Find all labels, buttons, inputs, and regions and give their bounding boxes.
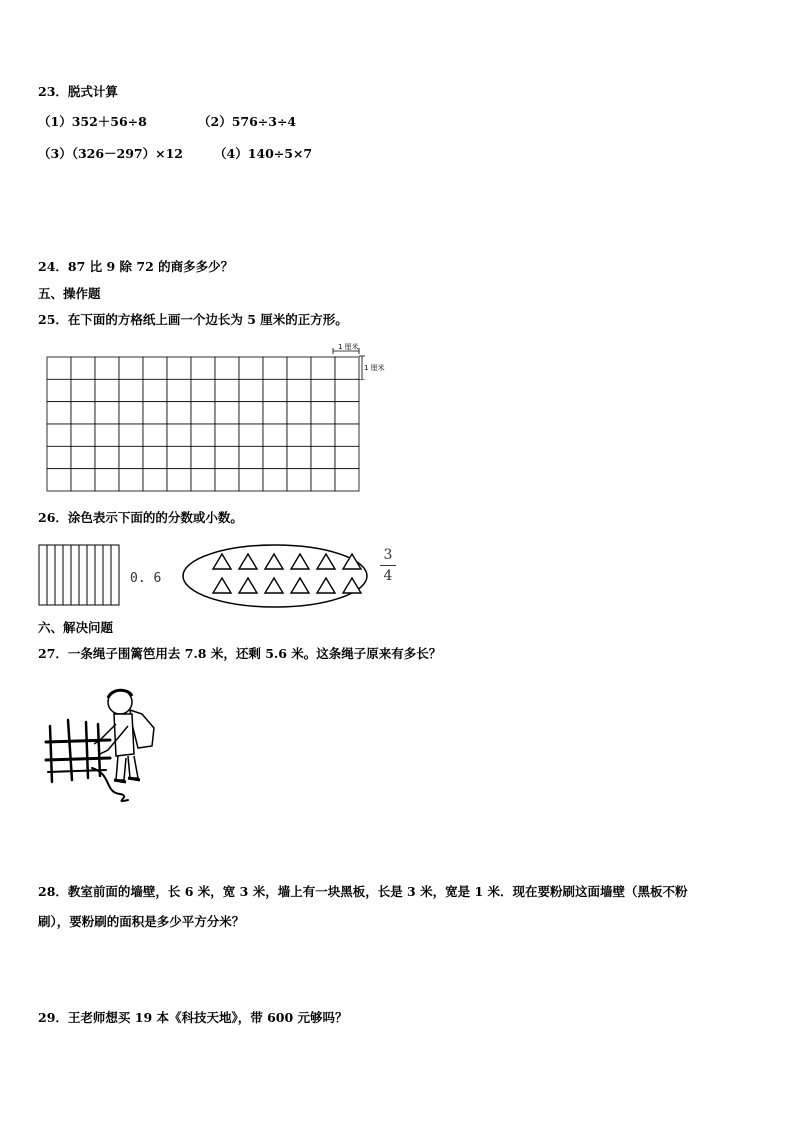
grid-cell[interactable] bbox=[143, 424, 167, 446]
grid-cell[interactable] bbox=[215, 357, 239, 379]
grid-cell[interactable] bbox=[71, 357, 95, 379]
grid-cell[interactable] bbox=[47, 357, 71, 379]
grid-cell[interactable] bbox=[191, 402, 215, 424]
set-ellipse bbox=[183, 545, 367, 607]
grid-cell[interactable] bbox=[47, 379, 71, 401]
grid-cell[interactable] bbox=[215, 446, 239, 468]
grid-cell[interactable] bbox=[239, 402, 263, 424]
q24-text: 24．87 比 9 除 72 的商多多少？ bbox=[38, 259, 234, 274]
grid-cell[interactable] bbox=[167, 446, 191, 468]
bar-segment[interactable] bbox=[55, 545, 63, 605]
bar-segment[interactable] bbox=[79, 545, 87, 605]
grid-cell[interactable] bbox=[71, 469, 95, 491]
q25-text: 25．在下面的方格纸上画一个边长为 5 厘米的正方形。 bbox=[38, 312, 348, 327]
grid-cell[interactable] bbox=[311, 424, 335, 446]
grid-cell[interactable] bbox=[191, 446, 215, 468]
grid-cell[interactable] bbox=[95, 379, 119, 401]
grid-cell[interactable] bbox=[71, 402, 95, 424]
decimal-label: 0. 6 bbox=[130, 571, 162, 586]
grid-cell[interactable] bbox=[95, 402, 119, 424]
grid-cell[interactable] bbox=[335, 402, 359, 424]
bar-segment[interactable] bbox=[39, 545, 47, 605]
grid-cell[interactable] bbox=[167, 424, 191, 446]
grid-cell[interactable] bbox=[143, 357, 167, 379]
triangle[interactable] bbox=[213, 578, 231, 593]
grid-cell[interactable] bbox=[263, 357, 287, 379]
triangle[interactable] bbox=[213, 554, 231, 569]
grid-cell[interactable] bbox=[119, 469, 143, 491]
unit-label-horizontal: 1 厘米 bbox=[338, 343, 359, 351]
boy-fence-illustration bbox=[42, 684, 162, 806]
bar-segment[interactable] bbox=[63, 545, 71, 605]
bar-segment[interactable] bbox=[103, 545, 111, 605]
grid-cell[interactable] bbox=[167, 469, 191, 491]
section-5-title: 五、操作题 bbox=[38, 286, 101, 301]
grid-paper[interactable] bbox=[46, 356, 360, 492]
q28-line-1: 28．教室前面的墙壁，长 6 米，宽 3 米，墙上有一块黑板，长是 3 米，宽是 1 米．现在要粉刷这面墙壁（黑板不粉 bbox=[38, 884, 688, 899]
section-6-title: 六、解决问题 bbox=[38, 620, 114, 635]
grid-cell[interactable] bbox=[335, 446, 359, 468]
grid-cell[interactable] bbox=[167, 402, 191, 424]
grid-cell[interactable] bbox=[215, 402, 239, 424]
grid-cell[interactable] bbox=[119, 446, 143, 468]
q23-item-4: （4）140÷5×7 bbox=[214, 146, 313, 161]
grid-cell[interactable] bbox=[335, 379, 359, 401]
grid-cell[interactable] bbox=[287, 379, 311, 401]
decimal-bar-model[interactable] bbox=[38, 544, 120, 606]
grid-cell[interactable] bbox=[287, 357, 311, 379]
q23-item-2: （2）576÷3÷4 bbox=[198, 114, 297, 129]
q29-text: 29．王老师想买 19 本《科技天地》，带 600 元够吗？ bbox=[38, 1010, 348, 1025]
triangle-set[interactable] bbox=[180, 542, 370, 610]
grid-cell[interactable] bbox=[215, 469, 239, 491]
bar-segment[interactable] bbox=[71, 545, 79, 605]
grid-cell[interactable] bbox=[191, 357, 215, 379]
grid-cell[interactable] bbox=[311, 469, 335, 491]
grid-cell[interactable] bbox=[239, 379, 263, 401]
grid-cell[interactable] bbox=[287, 469, 311, 491]
grid-cell[interactable] bbox=[119, 424, 143, 446]
grid-cell[interactable] bbox=[47, 446, 71, 468]
triangle[interactable] bbox=[239, 578, 257, 593]
grid-cell[interactable] bbox=[311, 379, 335, 401]
grid-cell[interactable] bbox=[71, 424, 95, 446]
triangle[interactable] bbox=[239, 554, 257, 569]
q23-item-3: （3）（326－297）×12 bbox=[38, 146, 184, 161]
triangle[interactable] bbox=[317, 554, 335, 569]
grid-cell[interactable] bbox=[191, 424, 215, 446]
grid-cell[interactable] bbox=[143, 469, 167, 491]
grid-cell[interactable] bbox=[287, 424, 311, 446]
grid-cell[interactable] bbox=[143, 402, 167, 424]
bar-segment[interactable] bbox=[47, 545, 55, 605]
triangle[interactable] bbox=[291, 578, 309, 593]
bar-segment[interactable] bbox=[95, 545, 103, 605]
triangle[interactable] bbox=[343, 578, 361, 593]
grid-cell[interactable] bbox=[95, 424, 119, 446]
triangle[interactable] bbox=[265, 578, 283, 593]
grid-cell[interactable] bbox=[47, 402, 71, 424]
grid-cell[interactable] bbox=[215, 379, 239, 401]
triangle[interactable] bbox=[291, 554, 309, 569]
grid-cell[interactable] bbox=[239, 357, 263, 379]
grid-cell[interactable] bbox=[311, 402, 335, 424]
bar-segment[interactable] bbox=[87, 545, 95, 605]
grid-cell[interactable] bbox=[239, 446, 263, 468]
grid-cell[interactable] bbox=[263, 379, 287, 401]
grid-cell[interactable] bbox=[167, 357, 191, 379]
grid-cell[interactable] bbox=[263, 402, 287, 424]
grid-cell[interactable] bbox=[287, 446, 311, 468]
grid-cell[interactable] bbox=[335, 424, 359, 446]
unit-annotation bbox=[330, 340, 390, 380]
grid-cell[interactable] bbox=[215, 424, 239, 446]
grid-cell[interactable] bbox=[191, 379, 215, 401]
fraction bbox=[380, 546, 396, 585]
fraction-numerator: 3 bbox=[383, 547, 393, 563]
grid-cell[interactable] bbox=[191, 469, 215, 491]
grid-cell[interactable] bbox=[167, 379, 191, 401]
bar-segment[interactable] bbox=[111, 545, 119, 605]
q23-title: 23．脱式计算 bbox=[38, 84, 118, 99]
grid-cell[interactable] bbox=[119, 402, 143, 424]
grid-cell[interactable] bbox=[263, 469, 287, 491]
q28-line-2: 刷），要粉刷的面积是多少平方分米？ bbox=[38, 914, 245, 929]
q26-text: 26．涂色表示下面的的分数或小数。 bbox=[38, 510, 243, 525]
grid-cell[interactable] bbox=[95, 446, 119, 468]
grid-cell[interactable] bbox=[143, 446, 167, 468]
grid-cell[interactable] bbox=[119, 379, 143, 401]
unit-label-vertical: 1 厘米 bbox=[364, 364, 385, 372]
grid-cell[interactable] bbox=[47, 469, 71, 491]
grid-cell[interactable] bbox=[71, 379, 95, 401]
grid-cell[interactable] bbox=[143, 379, 167, 401]
triangle[interactable] bbox=[265, 554, 283, 569]
grid-cell[interactable] bbox=[335, 469, 359, 491]
grid-cell[interactable] bbox=[95, 469, 119, 491]
grid-cell[interactable] bbox=[263, 446, 287, 468]
grid-cell[interactable] bbox=[95, 357, 119, 379]
grid-cell[interactable] bbox=[311, 446, 335, 468]
grid-cell[interactable] bbox=[263, 424, 287, 446]
grid-cell[interactable] bbox=[71, 446, 95, 468]
grid-cell[interactable] bbox=[239, 469, 263, 491]
grid-cell[interactable] bbox=[47, 424, 71, 446]
triangle[interactable] bbox=[317, 578, 335, 593]
q27-text: 27．一条绳子围篱笆用去 7.8 米，还剩 5.6 米。这条绳子原来有多长？ bbox=[38, 646, 442, 661]
grid-cell[interactable] bbox=[239, 424, 263, 446]
q23-item-1: （1）352＋56÷8 bbox=[38, 114, 147, 129]
fraction-denominator: 4 bbox=[383, 568, 393, 584]
grid-cell[interactable] bbox=[287, 402, 311, 424]
fraction-bar bbox=[380, 565, 396, 566]
grid-cell[interactable] bbox=[119, 357, 143, 379]
